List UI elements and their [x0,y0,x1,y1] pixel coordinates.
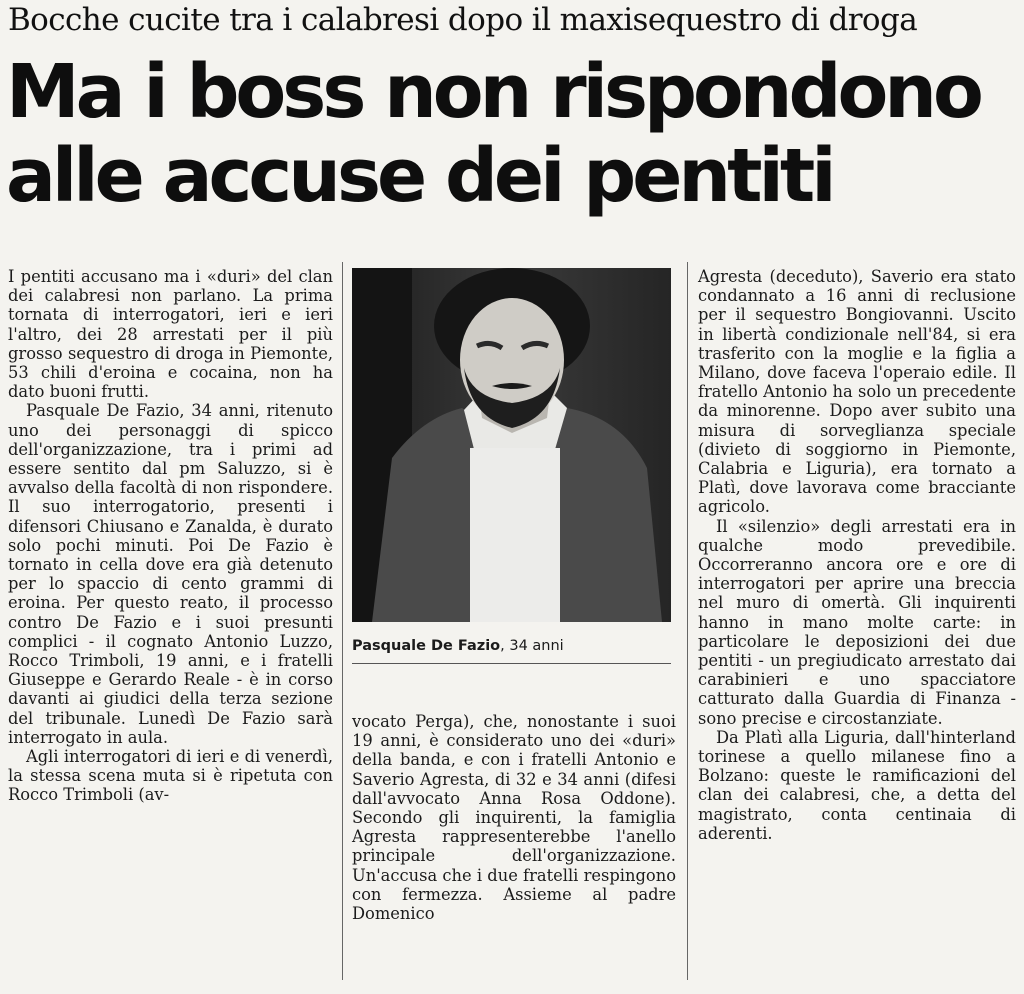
caption-divider [352,663,671,664]
column-divider [687,262,688,980]
article-column-2 [352,712,676,923]
main-headline [6,50,1016,218]
paragraph: vocato Perga), che, nonostante i suoi 19 anni, è considerato uno dei «duri» della banda, e con i fratelli Antonio e Saverio Agresta, di 32 e 34 anni (difesi dall'avvocato Anna Rosa Oddone). Secondo gli inquirenti, la famiglia Agresta rappresenterebbe l'anello principale dell'organizzazione. Un'accusa che i due fratelli respingono con fermezza. Assieme al padre Domenico [352,712,676,924]
headline-line-2: alle accuse dei pentiti [6,133,833,219]
headline-line-1: Ma i boss non rispondono [6,49,980,135]
paragraph: Il «silenzio» degli arrestati era in qualche modo prevedibile. Occorreranno ancora ore e ore di interrogatori per aprire una breccia nel muro di omertà. Gli inquirenti hanno in mano molte carte: in particolare le deposizioni dei due pentiti - un pregiudicato arrestato dai carabinieri e uno spacciatore catturato dalla Guardia di Finanza - sono precise e circostanziate. [698,516,1016,728]
photo-caption [352,636,677,656]
paragraph: Da Platì alla Liguria, dall'hinterland torinese a quello milanese fino a Bolzano: queste le ramificazioni del clan dei calabresi, che, a detta del magistrato, conta centinaia di aderenti. [698,727,1016,843]
caption-name: Pasquale De Fazio [352,638,501,654]
article-column-3 [698,267,1016,843]
article-column-1 [8,267,333,805]
paragraph: Agresta (deceduto), Saverio era stato condannato a 16 anni di reclusione per il sequestro Bongiovanni. Uscito in libertà condizionale nell'84, si era trasferito con la moglie e la figlia a Milano, dove faceva l'operaio edile. Il fratello Antonio ha solo un precedente da minorenne. Dopo aver subito una misura di sorveglianza speciale (divieto di soggiorno in Piemonte, Calabria e Liguria), era tornato a Platì, dove lavorava come bracciante agricolo. [698,267,1016,517]
paragraph: Agli interrogatori di ieri e di venerdì, la stessa scena muta si è ripetuta con Rocco Trimboli (av- [8,747,333,805]
paragraph: I pentiti accusano ma i «duri» del clan dei calabresi non parlano. La prima tornata di interrogatori, ieri e ieri l'altro, dei 28 arrestati per il più grosso sequestro di droga in Piemonte, 53 chili d'eroina e cocaina, non ha dato buoni frutti. [8,267,333,402]
kicker-headline: Bocche cucite tra i calabresi dopo il maxisequestro di droga [8,2,918,38]
portrait-photo [352,268,671,622]
column-divider [342,262,343,980]
paragraph: Pasquale De Fazio, 34 anni, ritenuto uno dei personaggi di spicco dell'organizzazione, tra i primi ad essere sentito dal pm Saluzzo, si è avvalso della facoltà di non rispondere. Il suo interrogatorio, presenti i difensori Chiusano e Zanalda, è durato solo pochi minuti. Poi De Fazio è tornato in cella dove era già detenuto per lo spaccio di cento grammi di eroina. Per questo reato, il processo contro De Fazio e i suoi presunti complici - il cognato Antonio Luzzo, Rocco Trimboli, 19 anni, e i fratelli Giuseppe e Gerardo Reale - è in corso davanti ai giudici della terza sezione del tribunale. Lunedì De Fazio sarà interrogato in aula. [8,401,333,747]
caption-age: , 34 anni [500,638,564,654]
